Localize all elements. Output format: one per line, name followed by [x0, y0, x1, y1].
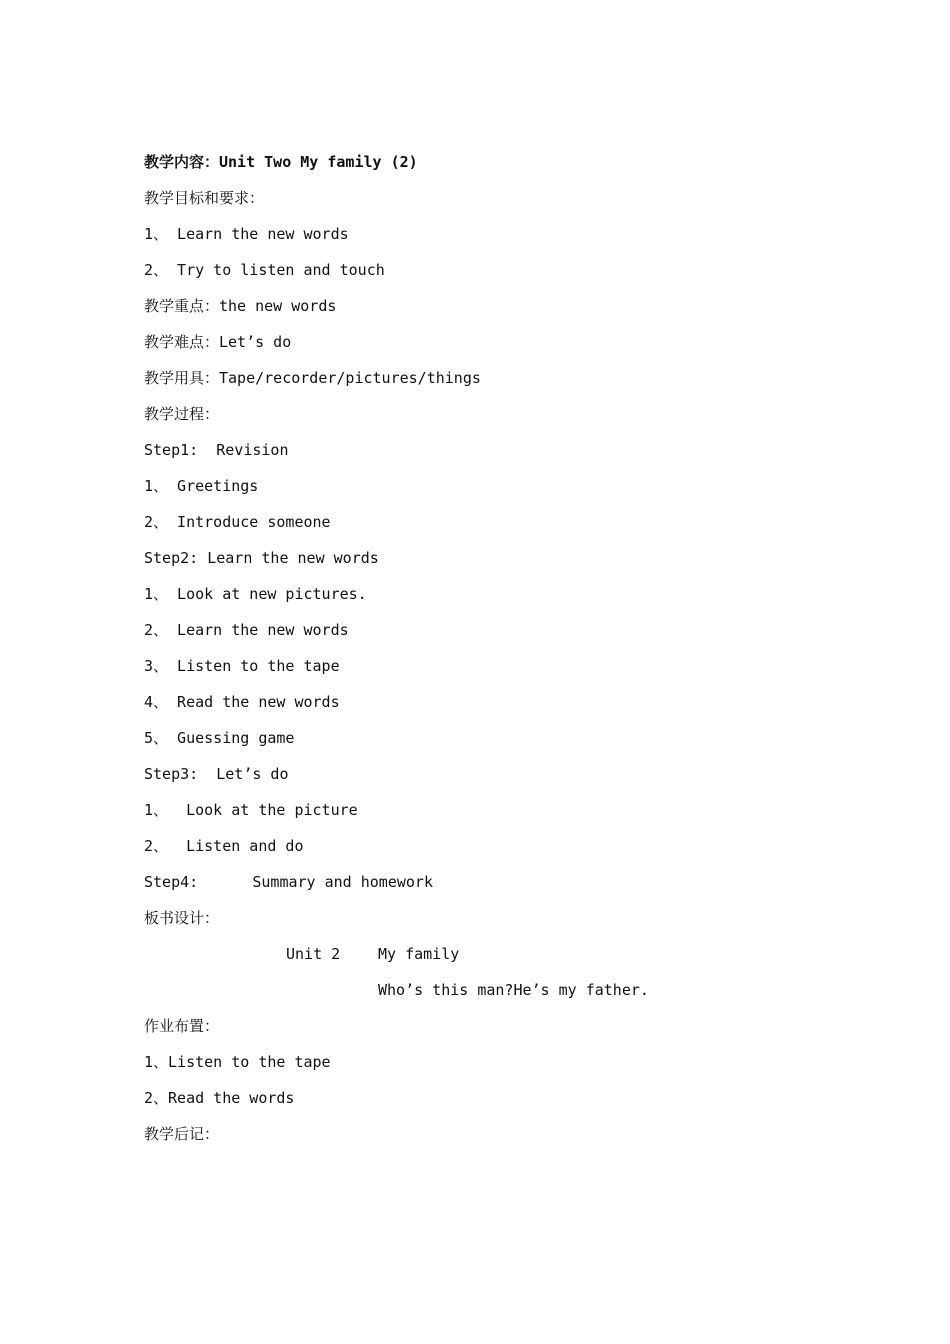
key-point: 教学重点：the new words — [144, 297, 337, 315]
lesson-plan — [144, 150, 844, 1158]
board-title-row — [144, 942, 844, 978]
board-heading: 板书设计： — [144, 909, 220, 927]
board-sentence: Who’s this man?He’s my father. — [378, 981, 649, 999]
teaching-tools: 教学用具：Tape/recorder/pictures/things — [144, 369, 481, 387]
homework-heading: 作业布置： — [144, 1017, 220, 1035]
step2-item: 4、 Read the new words — [144, 693, 340, 711]
step3-item: 2、 Listen and do — [144, 837, 304, 855]
step2-item: 2、 Learn the new words — [144, 621, 349, 639]
lesson-title: 教学内容：Unit Two My family (2) — [144, 153, 418, 171]
step4-heading: Step4: Summary and homework — [144, 873, 433, 891]
board-topic: My family — [378, 945, 460, 963]
difficult-point: 教学难点：Let’s do — [144, 333, 292, 351]
goal-item: 2、 Try to listen and touch — [144, 261, 385, 279]
step2-item: 5、 Guessing game — [144, 729, 295, 747]
homework-item: 1、Listen to the tape — [144, 1053, 331, 1071]
step3-item: 1、 Look at the picture — [144, 801, 358, 819]
step3-heading: Step3: Let’s do — [144, 765, 289, 783]
step1-heading: Step1: Revision — [144, 441, 289, 459]
board-sentence-row — [144, 978, 844, 1014]
process-heading: 教学过程： — [144, 405, 220, 423]
step1-item: 2、 Introduce someone — [144, 513, 331, 531]
goals-heading: 教学目标和要求： — [144, 189, 265, 207]
step2-heading: Step2: Learn the new words — [144, 549, 379, 567]
reflection-heading: 教学后记： — [144, 1125, 220, 1143]
board-unit: Unit 2 — [286, 945, 341, 963]
step2-item: 3、 Listen to the tape — [144, 657, 340, 675]
goal-item: 1、 Learn the new words — [144, 225, 349, 243]
homework-item: 2、Read the words — [144, 1089, 295, 1107]
step1-item: 1、 Greetings — [144, 477, 259, 495]
step2-item: 1、 Look at new pictures. — [144, 585, 367, 603]
